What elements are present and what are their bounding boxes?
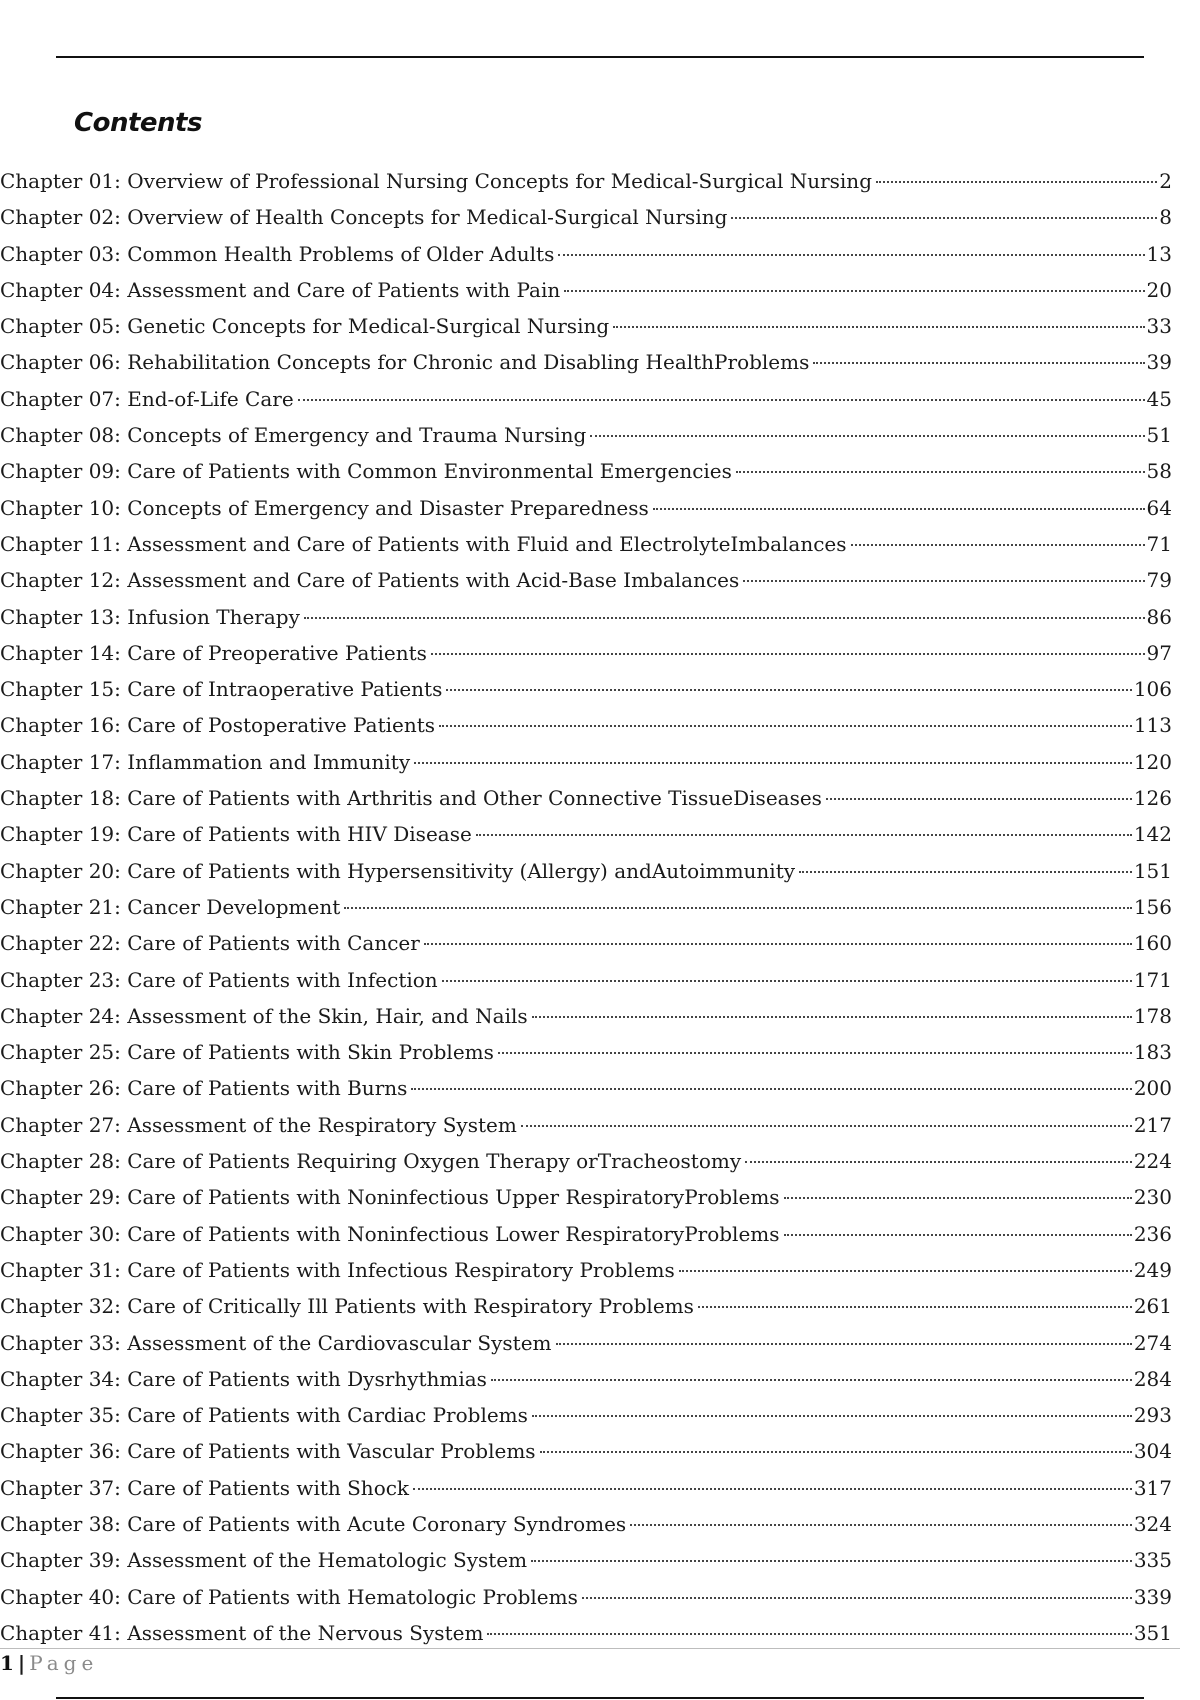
dot-leader <box>743 580 1144 582</box>
dot-leader <box>439 725 1132 727</box>
toc-entry-page: 113 <box>1133 713 1172 738</box>
toc-entry-page: 274 <box>1133 1330 1172 1355</box>
page-footer <box>0 1651 98 1675</box>
toc-entry-label: Chapter 19: Care of Patients with HIV Disease <box>0 822 472 847</box>
toc-entry-page: 33 <box>1146 314 1172 339</box>
dot-leader <box>558 254 1144 256</box>
toc-entry-label: Chapter 24: Assessment of the Skin, Hair, and Nails <box>0 1003 528 1028</box>
toc-entry-page: 351 <box>1133 1620 1172 1645</box>
toc-entry-label: Chapter 17: Inflammation and Immunity <box>0 749 411 774</box>
toc-entry-label: Chapter 06: Rehabilitation Concepts for Chronic and Disabling HealthProblems <box>0 350 810 375</box>
dot-leader <box>653 508 1145 510</box>
toc-entry[interactable] <box>0 163 1172 199</box>
toc-entry-page: 261 <box>1133 1294 1172 1319</box>
dot-leader <box>736 471 1145 473</box>
toc-entry-label: Chapter 08: Concepts of Emergency and Trauma Nursing <box>0 423 587 448</box>
dot-leader <box>442 980 1132 982</box>
dot-leader <box>521 1125 1132 1127</box>
toc-entry-label: Chapter 09: Care of Patients with Common Environmental Emergencies <box>0 459 732 484</box>
dot-leader <box>799 871 1132 873</box>
toc-entry-label: Chapter 30: Care of Patients with Noninfectious Lower RespiratoryProblems <box>0 1221 780 1246</box>
dot-leader <box>431 653 1145 655</box>
dot-leader <box>540 1451 1132 1453</box>
toc-entry[interactable] <box>0 599 1172 635</box>
toc-entry-page: 106 <box>1133 677 1172 702</box>
toc-entry-page: 20 <box>1146 277 1172 302</box>
toc-entry-page: 156 <box>1133 894 1172 919</box>
toc-entry-page: 183 <box>1133 1040 1172 1065</box>
toc-entry-page: 8 <box>1159 205 1172 230</box>
page-label: Page <box>29 1651 99 1675</box>
toc-entry[interactable] <box>0 707 1172 743</box>
toc-entry-label: Chapter 04: Assessment and Care of Patients with Pain <box>0 277 561 302</box>
toc-entry-label: Chapter 32: Care of Critically Ill Patients with Respiratory Problems <box>0 1294 694 1319</box>
toc-entry-page: 284 <box>1133 1366 1172 1391</box>
toc-entry-page: 160 <box>1133 931 1172 956</box>
toc-entry[interactable] <box>0 1107 1172 1143</box>
toc-entry-label: Chapter 39: Assessment of the Hematologic System <box>0 1548 528 1573</box>
dot-leader <box>298 399 1145 401</box>
toc-entry-label: Chapter 37: Care of Patients with Shock <box>0 1475 410 1500</box>
footer-separator: | <box>17 1651 26 1675</box>
toc-entry-label: Chapter 02: Overview of Health Concepts for Medical-Surgical Nursing <box>0 205 728 230</box>
dot-leader <box>476 834 1132 836</box>
toc-entry-label: Chapter 41: Assessment of the Nervous System <box>0 1620 484 1645</box>
dot-leader <box>564 290 1144 292</box>
toc-entry-page: 339 <box>1133 1584 1172 1609</box>
toc-entry-label: Chapter 33: Assessment of the Cardiovascular System <box>0 1330 552 1355</box>
toc-entry-label: Chapter 11: Assessment and Care of Patients with Fluid and ElectrolyteImbalances <box>0 531 847 556</box>
toc-entry[interactable] <box>0 526 1172 562</box>
toc-entry-page: 293 <box>1133 1403 1172 1428</box>
toc-entry-label: Chapter 14: Care of Preoperative Patients <box>0 640 427 665</box>
toc-entry-page: 71 <box>1146 531 1172 556</box>
toc-entry[interactable] <box>0 1470 1172 1506</box>
toc-entry-page: 335 <box>1133 1548 1172 1573</box>
toc-entry[interactable] <box>0 671 1172 707</box>
toc-entry-page: 304 <box>1133 1439 1172 1464</box>
toc-entry-page: 142 <box>1133 822 1172 847</box>
toc-entry-page: 51 <box>1146 423 1172 448</box>
toc-entry-label: Chapter 38: Care of Patients with Acute Coronary Syndromes <box>0 1511 627 1536</box>
toc-entry-label: Chapter 34: Care of Patients with Dysrhythmias <box>0 1366 487 1391</box>
toc-entry[interactable] <box>0 199 1172 235</box>
toc-entry-page: 45 <box>1146 386 1172 411</box>
toc-entry-page: 224 <box>1133 1149 1172 1174</box>
toc-entry-page: 151 <box>1133 858 1172 883</box>
toc-entry[interactable] <box>0 744 1172 780</box>
dot-leader <box>304 617 1145 619</box>
footer-divider <box>0 1648 1180 1649</box>
dot-leader <box>487 1633 1131 1635</box>
toc-entry[interactable] <box>0 1615 1172 1651</box>
toc-entry-page: 230 <box>1133 1185 1172 1210</box>
toc-entry-label: Chapter 15: Care of Intraoperative Patients <box>0 677 443 702</box>
toc-entry-label: Chapter 10: Concepts of Emergency and Disaster Preparedness <box>0 495 649 520</box>
toc-entry[interactable] <box>0 816 1172 852</box>
toc-entry[interactable] <box>0 1325 1172 1361</box>
dot-leader <box>498 1052 1132 1054</box>
toc-entry[interactable] <box>0 1579 1172 1615</box>
toc-entry-page: 97 <box>1146 640 1172 665</box>
toc-entry[interactable] <box>0 853 1172 889</box>
dot-leader <box>876 181 1157 183</box>
toc-entry[interactable] <box>0 962 1172 998</box>
dot-leader <box>630 1524 1132 1526</box>
toc-entry[interactable] <box>0 1506 1172 1542</box>
dot-leader <box>826 798 1132 800</box>
toc-entry-label: Chapter 25: Care of Patients with Skin Problems <box>0 1040 494 1065</box>
toc-entry-page: 79 <box>1146 568 1172 593</box>
toc-entry-label: Chapter 28: Care of Patients Requiring Oxygen Therapy orTracheostomy <box>0 1149 742 1174</box>
toc-entry[interactable] <box>0 417 1172 453</box>
toc-entry-label: Chapter 36: Care of Patients with Vascular Problems <box>0 1439 536 1464</box>
toc-entry[interactable] <box>0 1252 1172 1288</box>
dot-leader <box>556 1343 1132 1345</box>
toc-entry-page: 324 <box>1133 1511 1172 1536</box>
toc-entry[interactable] <box>0 889 1172 925</box>
toc-entry[interactable] <box>0 1143 1172 1179</box>
toc-entry-label: Chapter 16: Care of Postoperative Patients <box>0 713 436 738</box>
toc-entry[interactable] <box>0 453 1172 489</box>
toc-entry-label: Chapter 01: Overview of Professional Nursing Concepts for Medical-Surgical Nursing <box>0 169 872 193</box>
dot-leader <box>613 326 1144 328</box>
dot-leader <box>446 689 1131 691</box>
toc-entry-page: 317 <box>1133 1475 1172 1500</box>
toc-entry-label: Chapter 18: Care of Patients with Arthritis and Other Connective TissueDiseases <box>0 786 822 811</box>
toc-entry-page: 217 <box>1133 1112 1172 1137</box>
dot-leader <box>784 1234 1132 1236</box>
toc-entry[interactable] <box>0 381 1172 417</box>
table-of-contents <box>0 163 1172 1651</box>
toc-entry[interactable] <box>0 780 1172 816</box>
dot-leader <box>745 1161 1132 1163</box>
toc-entry-page: 171 <box>1133 967 1172 992</box>
dot-leader <box>679 1270 1132 1272</box>
toc-entry[interactable] <box>0 308 1172 344</box>
page-number: 1 <box>0 1651 14 1675</box>
toc-entry-page: 200 <box>1133 1076 1172 1101</box>
toc-entry[interactable] <box>0 1179 1172 1215</box>
toc-entry[interactable] <box>0 635 1172 671</box>
dot-leader <box>532 1415 1132 1417</box>
contents-title: Contents <box>74 108 202 138</box>
toc-entry[interactable] <box>0 344 1172 380</box>
toc-entry[interactable] <box>0 998 1172 1034</box>
toc-entry-page: 236 <box>1133 1221 1172 1246</box>
dot-leader <box>813 362 1144 364</box>
dot-leader <box>414 762 1132 764</box>
toc-entry-label: Chapter 31: Care of Patients with Infectious Respiratory Problems <box>0 1257 675 1282</box>
dot-leader <box>784 1197 1132 1199</box>
dot-leader <box>531 1560 1132 1562</box>
footer-rule <box>56 1697 1144 1699</box>
toc-entry[interactable] <box>0 490 1172 526</box>
toc-entry-page: 39 <box>1146 350 1172 375</box>
toc-entry-page: 64 <box>1146 495 1172 520</box>
dot-leader <box>851 544 1145 546</box>
toc-entry-label: Chapter 05: Genetic Concepts for Medical-Surgical Nursing <box>0 314 610 339</box>
toc-entry[interactable] <box>0 236 1172 272</box>
toc-entry-page: 13 <box>1146 241 1172 266</box>
toc-entry-label: Chapter 23: Care of Patients with Infection <box>0 967 438 992</box>
dot-leader <box>582 1597 1132 1599</box>
toc-entry[interactable] <box>0 1034 1172 1070</box>
toc-entry-label: Chapter 21: Cancer Development <box>0 894 341 919</box>
toc-entry[interactable] <box>0 562 1172 598</box>
toc-entry-page: 86 <box>1146 604 1172 629</box>
toc-entry[interactable] <box>0 1216 1172 1252</box>
dot-leader <box>731 217 1157 219</box>
toc-entry-label: Chapter 12: Assessment and Care of Patients with Acid-Base Imbalances <box>0 568 740 593</box>
toc-entry[interactable] <box>0 925 1172 961</box>
toc-entry-page: 58 <box>1146 459 1172 484</box>
toc-entry-label: Chapter 35: Care of Patients with Cardiac Problems <box>0 1403 528 1428</box>
toc-entry-label: Chapter 40: Care of Patients with Hematologic Problems <box>0 1584 578 1609</box>
toc-entry-page: 120 <box>1133 749 1172 774</box>
dot-leader <box>344 907 1132 909</box>
toc-entry[interactable] <box>0 1070 1172 1106</box>
dot-leader <box>532 1016 1132 1018</box>
toc-entry-page: 2 <box>1159 169 1172 193</box>
toc-entry[interactable] <box>0 1288 1172 1324</box>
toc-entry-label: Chapter 03: Common Health Problems of Older Adults <box>0 241 555 266</box>
toc-entry[interactable] <box>0 1397 1172 1433</box>
toc-entry[interactable] <box>0 1433 1172 1469</box>
dot-leader <box>698 1306 1132 1308</box>
toc-entry[interactable] <box>0 1361 1172 1397</box>
toc-entry-label: Chapter 13: Infusion Therapy <box>0 604 300 629</box>
dot-leader <box>424 943 1132 945</box>
toc-entry-page: 126 <box>1133 786 1172 811</box>
dot-leader <box>411 1088 1131 1090</box>
toc-entry-label: Chapter 22: Care of Patients with Cancer <box>0 931 420 956</box>
dot-leader <box>590 435 1144 437</box>
dot-leader <box>491 1379 1132 1381</box>
toc-entry-label: Chapter 26: Care of Patients with Burns <box>0 1076 408 1101</box>
header-rule <box>56 56 1144 58</box>
toc-entry-page: 178 <box>1133 1003 1172 1028</box>
toc-entry[interactable] <box>0 1542 1172 1578</box>
toc-entry-label: Chapter 07: End-of-Life Care <box>0 386 294 411</box>
toc-entry-label: Chapter 20: Care of Patients with Hypersensitivity (Allergy) andAutoimmunity <box>0 858 796 883</box>
dot-leader <box>413 1488 1132 1490</box>
toc-entry-page: 249 <box>1133 1257 1172 1282</box>
toc-entry-label: Chapter 29: Care of Patients with Noninfectious Upper RespiratoryProblems <box>0 1185 780 1210</box>
toc-entry-label: Chapter 27: Assessment of the Respiratory System <box>0 1112 517 1137</box>
toc-entry[interactable] <box>0 272 1172 308</box>
